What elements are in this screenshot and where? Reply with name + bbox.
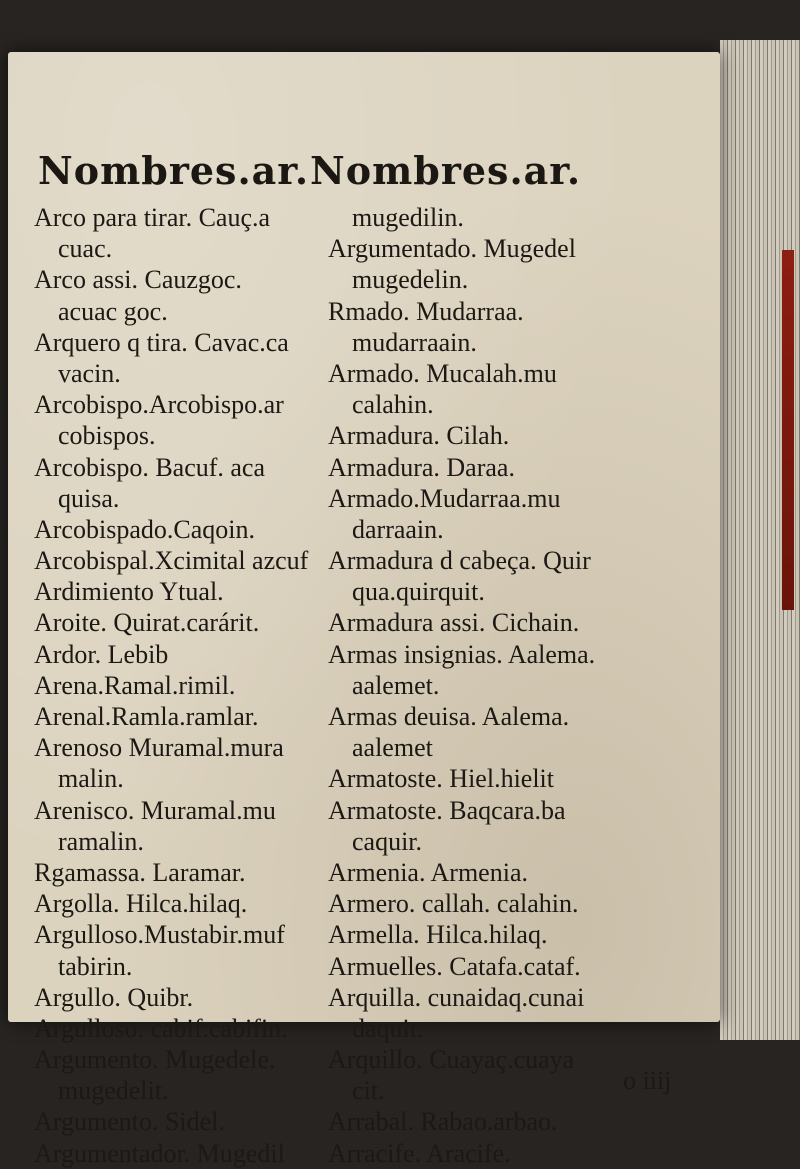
dictionary-entry-line: darraain. [352,514,444,544]
dictionary-entry-line: Argumentador. Mugedil [34,1138,285,1168]
dictionary-entry-line: Arcobispal.Xcimital azcuf [34,546,309,576]
dictionary-entry-line: Armas insignias. Aalema. [328,639,596,669]
dictionary-entry-line: mugedilin. [352,203,464,232]
dictionary-entry-line: Arco para tirar. Cauç.a [34,203,271,232]
dictionary-entry-line: tabirin. [58,951,133,981]
dictionary-entry-line: Armatoste. Hiel.hielit [328,764,555,794]
dictionary-entry-line: Arcobispo. Bacuf. aca [34,452,266,482]
dictionary-entry-line: Argumento. Sidel. [34,1107,225,1137]
left-running-header: Nombres.ar. [38,148,310,193]
dictionary-entry-line: Arquilla. cunaidaq.cunai [328,982,585,1012]
dictionary-entry-line: malin. [58,764,124,794]
dictionary-entry-line: Armero. callah. calahin. [328,889,579,919]
dictionary-entry-line: Armenia. Armenia. [328,857,528,887]
dictionary-entry-line: quisa. [58,483,120,513]
dictionary-entry-line: cit. [352,1076,385,1106]
dictionary-entry-line: Argumento. Mugedele. [34,1045,276,1075]
dictionary-entry-line: Arrabal. Rabao.arbao. [328,1107,558,1137]
signature-mark: o iiij [623,1066,672,1095]
dictionary-entry-line: Arcobispado.Caqoin. [34,514,255,544]
dictionary-entry-line: Rgamassa. Laramar. [34,857,246,887]
dictionary-entry-line: Arenal.Ramla.ramlar. [34,702,259,731]
dictionary-entry-line: Argulloso. cabif.cabifin. [34,1013,288,1043]
dictionary-entry-line: cobispos. [58,421,156,451]
dictionary-entry-line: Argullo. Quibr. [34,982,194,1012]
dictionary-entry-line: calahin. [352,390,434,420]
dictionary-entry-line: Armado. Mucalah.mu [328,358,557,388]
dictionary-entry-line: ramalin. [58,826,144,856]
dictionary-entry-line: Ardor. Lebib [34,639,169,669]
dictionary-entry-line: Arenisco. Muramal.mu [34,795,276,825]
dictionary-entry-line: cuac. [58,234,113,264]
right-column [328,202,718,1169]
dictionary-entry-line: acuac goc. [58,296,168,326]
dictionary-entry-line: mugedelit. [58,1076,169,1106]
dictionary-entry-line: qua.quirquit. [352,577,485,607]
dictionary-entry-line: Ardimiento Ytual. [34,577,224,607]
dictionary-entry-line: Rmado. Mudarraa. [328,296,524,326]
dictionary-entry-line: Arquillo. Cuayaç.cuaya [328,1045,575,1075]
dictionary-entry-line: Armella. Hilca.hilaq. [328,920,548,950]
dictionary-entry-line: Arco assi. Cauzgoc. [34,265,242,295]
dictionary-entry-line: Arenoso Muramal.mura [34,733,284,763]
book-page [8,52,720,1168]
dictionary-entry-line: Arquero q tira. Cavac.ca [34,327,289,357]
dictionary-entry-line: Armadura d cabeça. Quir [328,546,591,576]
dictionary-entry-line: Armadura. Cilah. [328,421,510,451]
dictionary-entry-line: Argulloso.Mustabir.muf [34,920,285,950]
right-running-header: Nombres.ar. [310,148,582,193]
dictionary-entry-line: aalemet [352,733,433,763]
dictionary-entry-line: Armadura assi. Cichain. [328,608,580,638]
dictionary-entry-line: Argolla. Hilca.hilaq. [34,889,248,919]
dictionary-entry-line: caquir. [352,826,423,856]
dictionary-entry-line: Aroite. Quirat.carárit. [34,608,260,638]
dictionary-entry-line: mudarraain. [352,327,477,357]
dictionary-entry-line: Armadura. Daraa. [328,452,515,482]
dictionary-entry-line: Arracife. Aracife. [328,1138,511,1168]
dictionary-entry-line: Armas deuisa. Aalema. [328,702,570,731]
dictionary-entry-line: Armatoste. Baqcara.ba [328,795,566,825]
dictionary-entry-line: daquit. [352,1013,424,1043]
dictionary-entry-line: Arena.Ramal.rimil. [34,670,236,700]
dictionary-entry-line: Armuelles. Catafa.cataf. [328,951,581,981]
dictionary-entry-line: aalemet. [352,670,440,700]
dictionary-entry-line: Armado.Mudarraa.mu [328,483,561,513]
dictionary-entry-line: mugedelin. [352,265,469,295]
dictionary-entry-line: Arcobispo.Arcobispo.ar [34,390,284,420]
dictionary-entry-line: Argumentado. Mugedel [328,234,576,264]
bookmark-ribbon [782,250,794,610]
left-column [34,202,316,1169]
page-headers [8,148,720,193]
dictionary-entry-line: vacin. [58,358,121,388]
